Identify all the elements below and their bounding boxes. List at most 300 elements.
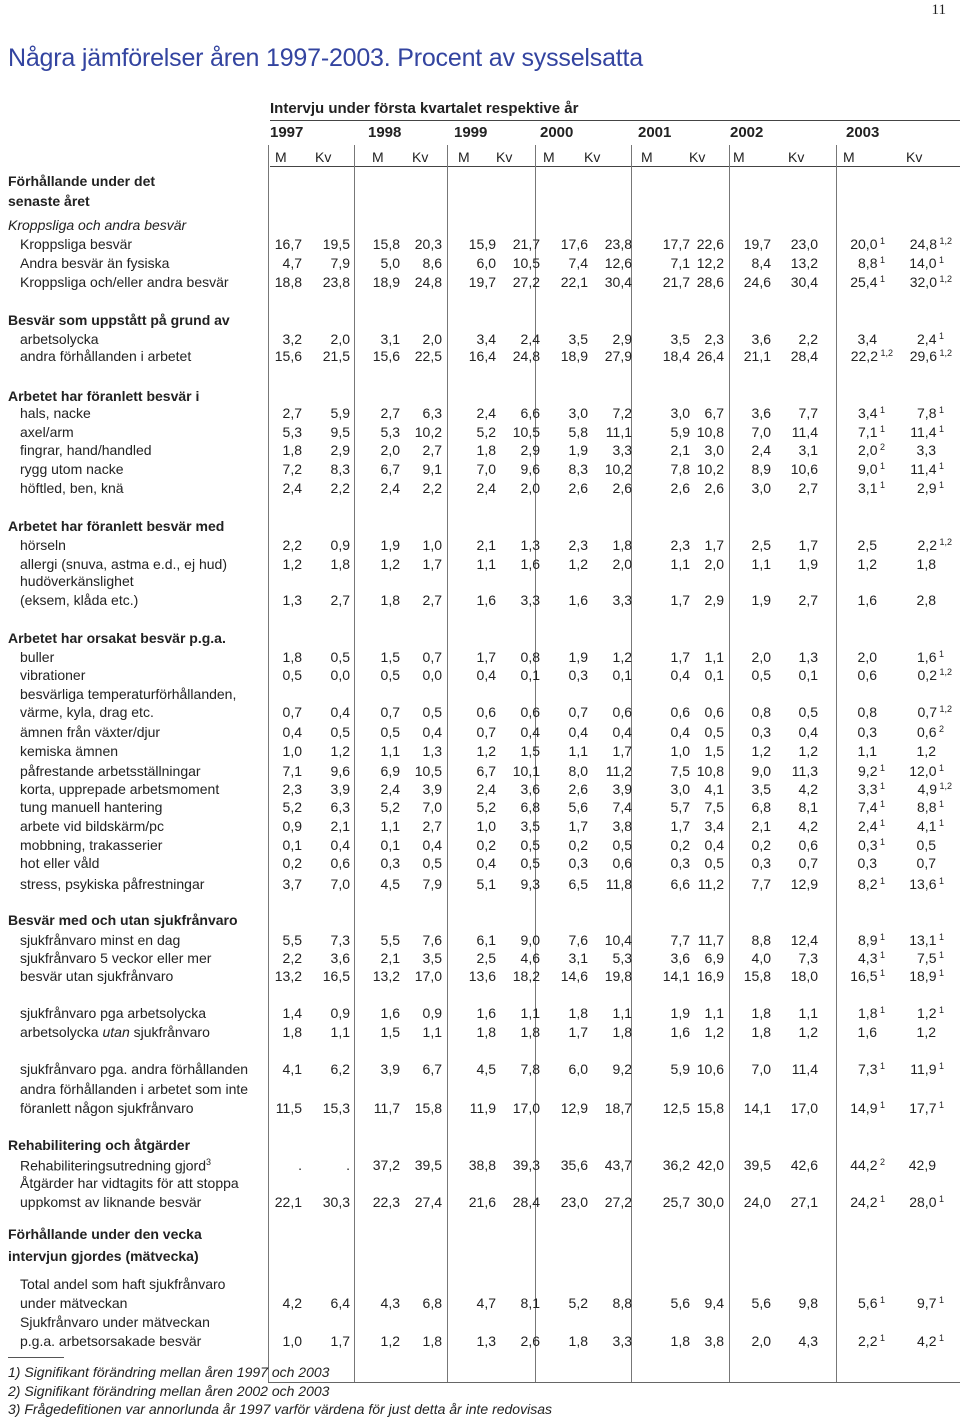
cell: 2,7: [422, 442, 442, 458]
section-heading: [0, 1276, 960, 1294]
cell: 1,3: [476, 1333, 496, 1349]
year-2000: 2000: [540, 124, 574, 141]
cell: 1,9: [670, 1005, 690, 1021]
cell: 17,6: [560, 236, 588, 252]
row-label: under mätveckan: [20, 1295, 128, 1311]
table-row: [0, 704, 960, 722]
cell: 0,6: [612, 704, 632, 720]
cell: 2,7: [422, 592, 442, 608]
section-heading: [0, 388, 960, 406]
year-1998: 1998: [368, 124, 402, 141]
cell: 7,4 $^1$: [858, 799, 885, 815]
cell: 17,7 $^1$: [909, 1100, 944, 1116]
cell: 0,5: [798, 704, 818, 720]
cell: 1,0: [282, 1333, 302, 1349]
row-label: Andra besvär än fysiska: [20, 255, 170, 271]
cell: 5,6: [568, 799, 588, 815]
cell: 6,7: [704, 405, 724, 421]
cell: 1,9: [751, 592, 771, 608]
table-row: [0, 236, 960, 254]
cell: 3,5: [568, 331, 588, 347]
cell: 12,9: [790, 876, 818, 892]
cell: 7,3 $^1$: [858, 1061, 885, 1077]
cell: 3,9: [380, 1061, 400, 1077]
cell: 32,0 $^{1,2}$: [909, 274, 952, 290]
cell: 0,5: [704, 855, 724, 871]
cell: 1,6 $^1$: [917, 649, 944, 665]
cell: 6,0: [568, 1061, 588, 1077]
section-heading: [0, 1248, 960, 1266]
cell: 11,9 $^1$: [910, 1061, 944, 1077]
cell: 20,3: [414, 236, 442, 252]
cell: 1,7: [670, 649, 690, 665]
cell: 0,4: [670, 667, 690, 683]
cell: 1,8: [330, 556, 350, 572]
row-label: vibrationer: [20, 667, 86, 683]
row-label: Arbetet har orsakat besvär p.g.a.: [8, 630, 226, 646]
cell: 9,6: [330, 763, 350, 779]
cell: 0,3: [751, 724, 771, 740]
cell: 7,7: [798, 405, 818, 421]
cell: 2,3: [282, 781, 302, 797]
section-heading: [0, 630, 960, 648]
cell: 0,3: [568, 667, 588, 683]
cell: 24,8: [512, 348, 540, 364]
row-label: värme, kyla, drag etc.: [20, 704, 154, 720]
cell: 9,0 $^1$: [858, 461, 885, 477]
cell: 2,1: [751, 818, 771, 834]
cell: 1,7: [670, 592, 690, 608]
cell: 0,8: [520, 649, 540, 665]
cell: 10,2: [414, 424, 442, 440]
cell: 2,0: [857, 649, 877, 665]
cell: 5,2: [282, 799, 302, 815]
cell: 8,3: [330, 461, 350, 477]
cell: 15,8: [414, 1100, 442, 1116]
cell: 1,5: [520, 743, 540, 759]
cell: 4,9 $^{1,2}$: [917, 781, 952, 797]
cell: 1,2: [916, 743, 936, 759]
cell: 3,0: [704, 442, 724, 458]
cell: 7,7: [670, 932, 690, 948]
cell: 1,2: [916, 1024, 936, 1040]
cell: 11,3: [791, 763, 818, 779]
cell: 0,6: [520, 704, 540, 720]
cell: 0,5: [380, 724, 400, 740]
cell: 2,0: [520, 480, 540, 496]
section-heading: [0, 686, 960, 704]
cell: 7,0: [751, 424, 771, 440]
cell: 1,7: [670, 818, 690, 834]
cell: 7,2: [612, 405, 632, 421]
cell: 3,9: [330, 781, 350, 797]
col-m-1997: M: [275, 149, 287, 165]
cell: 15,3: [322, 1100, 350, 1116]
cell: 26,4: [696, 348, 724, 364]
cell: 0,9: [282, 818, 302, 834]
table-row: [0, 649, 960, 667]
cell: 15,6: [274, 348, 302, 364]
row-label: Arbetet har föranlett besvär i: [8, 388, 200, 404]
cell: 1,7: [330, 1333, 350, 1349]
table-row: [0, 331, 960, 349]
row-label: Rehabilitering och åtgärder: [8, 1137, 191, 1153]
cell: 2,6: [520, 1333, 540, 1349]
cell: 1,6: [857, 1024, 877, 1040]
cell: 1,8: [282, 1024, 302, 1040]
cell: 0,4: [476, 855, 496, 871]
cell: 0,5: [612, 837, 632, 853]
row-label: allergi (snuva, astma e.d., ej hud): [20, 556, 227, 572]
cell: 21,1: [743, 348, 771, 364]
cell: 21,6: [468, 1194, 496, 1210]
cell: 7,1 $^1$: [858, 424, 885, 440]
cell: 0,4: [704, 837, 724, 853]
cell: 11,7: [373, 1100, 400, 1116]
cell: 0,3: [857, 724, 877, 740]
cell: 4,2 $^1$: [917, 1333, 944, 1349]
page-number: 11: [931, 2, 946, 18]
cell: 2,2: [330, 480, 350, 496]
cell: 0,9: [330, 537, 350, 553]
cell: 5,3: [612, 950, 632, 966]
cell: 8,1: [520, 1295, 540, 1311]
cell: 30,4: [790, 274, 818, 290]
cell: 0,7: [916, 855, 936, 871]
cell: 5,5: [282, 932, 302, 948]
cell: 8,8: [751, 932, 771, 948]
cell: 1,8: [568, 1005, 588, 1021]
cell: 18,7: [604, 1100, 632, 1116]
cell: 9,5: [330, 424, 350, 440]
cell: 24,8 $^{1,2}$: [909, 236, 952, 252]
cell: 2,6: [568, 480, 588, 496]
cell: 7,9: [422, 876, 442, 892]
cell: 3,6: [330, 950, 350, 966]
cell: 2,4: [282, 480, 302, 496]
cell: 1,6: [670, 1024, 690, 1040]
cell: 1,9: [380, 537, 400, 553]
cell: 0,6: [798, 837, 818, 853]
row-label: intervjun gjordes (mätvecka): [8, 1248, 199, 1264]
cell: 1,0: [670, 743, 690, 759]
cell: 2,8: [916, 592, 936, 608]
cell: 3,4 $^1$: [858, 405, 885, 421]
cell: 29,6 $^{1,2}$: [909, 348, 952, 364]
cell: 7,1: [282, 763, 302, 779]
cell: 1,0: [422, 537, 442, 553]
cell: 1,3: [282, 592, 302, 608]
cell: 0,7: [568, 704, 588, 720]
cell: 0,8: [857, 704, 877, 720]
cell: 0,5: [520, 837, 540, 853]
cell: 9,3: [520, 876, 540, 892]
cell: 6,2: [330, 1061, 350, 1077]
cell: 18,9: [560, 348, 588, 364]
cell: 5,9: [670, 1061, 690, 1077]
cell: 1,8: [476, 1024, 496, 1040]
row-label: besvärliga temperaturförhållanden,: [20, 686, 237, 702]
cell: 5,2: [476, 799, 496, 815]
cell: 0,3: [670, 855, 690, 871]
cell: 0,1: [612, 667, 632, 683]
cell: 7,8 $^1$: [917, 405, 944, 421]
year-2001: 2001: [638, 124, 672, 141]
cell: 0,2: [476, 837, 496, 853]
row-label: hörseln: [20, 537, 66, 553]
cell: 0,5: [422, 704, 442, 720]
cell: 1,5: [380, 1024, 400, 1040]
cell: 6,8: [751, 799, 771, 815]
cell: 10,2: [604, 461, 632, 477]
table-row: [0, 1005, 960, 1023]
cell: 2,0: [704, 556, 724, 572]
cell: 11,4: [791, 1061, 818, 1077]
row-label: mobbning, trakasserier: [20, 837, 163, 853]
cell: 1,1: [704, 1005, 724, 1021]
cell: 0,1: [798, 667, 818, 683]
cell: 4,2: [798, 781, 818, 797]
cell: 1,8: [282, 442, 302, 458]
table-row: [0, 781, 960, 799]
cell: 6,7: [380, 461, 400, 477]
cell: 0,6: [670, 704, 690, 720]
row-label: korta, upprepade arbetsmoment: [20, 781, 220, 797]
cell: 4,3 $^1$: [858, 950, 885, 966]
cell: 6,9: [704, 950, 724, 966]
cell: 42,0: [696, 1157, 724, 1173]
table-row: [0, 818, 960, 836]
cell: 11,2: [605, 763, 632, 779]
cell: 3,1: [568, 950, 588, 966]
cell: 0,2 $^{1,2}$: [917, 667, 952, 683]
cell: 9,0: [751, 763, 771, 779]
cell: 15,9: [468, 236, 496, 252]
section-heading: [0, 1175, 960, 1193]
cell: 1,8: [612, 537, 632, 553]
cell: 11,8: [605, 876, 632, 892]
cell: 3,9: [612, 781, 632, 797]
row-label: höftled, ben, knä: [20, 480, 124, 496]
cell: 16,7: [274, 236, 302, 252]
cell: 3,1: [380, 331, 400, 347]
cell: 2,3: [704, 331, 724, 347]
cell: 3,3: [612, 592, 632, 608]
table-row: [0, 442, 960, 460]
cell: 27,2: [512, 274, 540, 290]
cell: 37,2: [372, 1157, 400, 1173]
cell: 1,1: [670, 556, 690, 572]
cell: 5,9: [670, 424, 690, 440]
cell: 17,7: [662, 236, 690, 252]
cell: 38,8: [468, 1157, 496, 1173]
cell: 8,9: [751, 461, 771, 477]
cell: 2,2 $^1$: [858, 1333, 885, 1349]
cell: 6,8: [520, 799, 540, 815]
cell: 0,4: [568, 724, 588, 740]
row-label: hudöverkänslighet: [20, 573, 134, 589]
cell: 6,5: [568, 876, 588, 892]
row-label: Arbetet har föranlett besvär med: [8, 518, 225, 534]
cell: 2,2: [282, 537, 302, 553]
cell: 1,2: [330, 743, 350, 759]
row-label: sjukfrånvaro minst en dag: [20, 932, 181, 948]
row-label: p.g.a. arbetsorsakade besvär: [20, 1333, 202, 1349]
col-kv-1997: Kv: [315, 149, 332, 165]
cell: 2,4: [476, 781, 496, 797]
cell: 1,3: [798, 649, 818, 665]
cell: 4,0: [751, 950, 771, 966]
cell: 1,6: [476, 1005, 496, 1021]
cell: 2,4: [380, 480, 400, 496]
cell: 0,4: [330, 837, 350, 853]
cell: 6,1: [476, 932, 496, 948]
cell: 28,4: [790, 348, 818, 364]
cell: 3,6: [751, 331, 771, 347]
cell: 0,4: [612, 724, 632, 740]
cell: 6,6: [520, 405, 540, 421]
header-rule: [270, 120, 960, 121]
cell: 8,4: [751, 255, 771, 271]
cell: 10,5: [414, 763, 442, 779]
row-label: ämnen från växter/djur: [20, 724, 161, 740]
cell: 2,7: [330, 592, 350, 608]
cell: 1,1: [704, 649, 724, 665]
cell: 24,2 $^1$: [850, 1194, 885, 1210]
row-label: Kroppsliga besvär: [20, 236, 133, 252]
table-row: [0, 480, 960, 498]
table-row: [0, 799, 960, 817]
cell: 28,6: [696, 274, 724, 290]
cell: 2,3: [568, 537, 588, 553]
cell: 18,8: [274, 274, 302, 290]
cell: 0,5: [422, 855, 442, 871]
table-row: [0, 1100, 960, 1118]
cell: 21,7: [512, 236, 540, 252]
row-label: sjukfrånvaro pga. andra förhållanden: [20, 1061, 249, 1077]
cell: 1,2: [282, 556, 302, 572]
cell: 22,6: [696, 236, 724, 252]
cell: 1,8: [612, 1024, 632, 1040]
cell: 1,6: [476, 592, 496, 608]
cell: 2,5: [857, 537, 877, 553]
row-label: Besvär med och utan sjukfrånvaro: [8, 912, 238, 928]
row-label: hot eller våld: [20, 855, 100, 871]
footnote-1: 1) Signifikant förändring mellan åren 1997 och 2003: [8, 1364, 330, 1380]
col-kv-2001: Kv: [689, 149, 706, 165]
cell: 0,3 $^1$: [858, 837, 885, 853]
cell: 7,4: [568, 255, 588, 271]
cell: 0,3: [751, 855, 771, 871]
row-label: besvär utan sjukfrånvaro: [20, 968, 174, 984]
cell: 1,1: [476, 556, 496, 572]
cell: 7,0: [751, 1061, 771, 1077]
table-row: [0, 1333, 960, 1351]
cell: 3,8: [612, 818, 632, 834]
cell: 9,6: [520, 461, 540, 477]
cell: 2,2: [282, 950, 302, 966]
cell: 24,8: [414, 274, 442, 290]
cell: 1,0: [282, 743, 302, 759]
section-heading: [0, 1081, 960, 1099]
cell: 2,7: [422, 818, 442, 834]
table-row: [0, 424, 960, 442]
cell: 43,7: [604, 1157, 632, 1173]
cell: 0,5: [282, 667, 302, 683]
cell: 5,1: [476, 876, 496, 892]
col-m-2001: M: [641, 149, 653, 165]
cell: 4,5: [476, 1061, 496, 1077]
col-m-1999: M: [458, 149, 470, 165]
page-title: Några jämförelser åren 1997-2003. Procent av sysselsatta: [8, 44, 643, 72]
cell: 8,9 $^1$: [858, 932, 885, 948]
cell: 0,1: [282, 837, 302, 853]
cell: 3,4: [857, 331, 877, 347]
cell: 19,8: [604, 968, 632, 984]
cell: 0,4: [330, 704, 350, 720]
table-row: [0, 837, 960, 855]
table-row: [0, 405, 960, 423]
cell: 17,0: [512, 1100, 540, 1116]
cell: 12,6: [604, 255, 632, 271]
table-row: [0, 1024, 960, 1042]
cell: 16,5: [322, 968, 350, 984]
cell: 8,2 $^1$: [858, 876, 885, 892]
cell: 22,3: [372, 1194, 400, 1210]
cell: 9,8: [798, 1295, 818, 1311]
cell: 5,2: [380, 799, 400, 815]
cell: 0,6: [704, 704, 724, 720]
row-label: sjukfrånvaro 5 veckor eller mer: [20, 950, 212, 966]
cell: 1,2: [380, 1333, 400, 1349]
cell: 23,0: [790, 236, 818, 252]
cell: 23,8: [322, 274, 350, 290]
cell: 7,8: [520, 1061, 540, 1077]
section-heading: [0, 193, 960, 211]
cell: 1,8: [422, 1333, 442, 1349]
cell: 1,8 $^1$: [858, 1005, 885, 1021]
cell: 6,8: [422, 1295, 442, 1311]
cell: 2,6: [670, 480, 690, 496]
cell: 8,0: [568, 763, 588, 779]
cell: 1,2: [798, 1024, 818, 1040]
section-heading: [0, 312, 960, 330]
section-heading: [0, 1137, 960, 1155]
cell: 13,6: [468, 968, 496, 984]
cell: 9,2 $^1$: [858, 763, 885, 779]
cell: 1,8: [476, 442, 496, 458]
cell: 0,5: [520, 855, 540, 871]
cell: 1,6: [857, 592, 877, 608]
table-row: [0, 855, 960, 873]
cell: 11,2: [697, 876, 724, 892]
cell: 3,4: [476, 331, 496, 347]
cell: 1,0: [476, 818, 496, 834]
cell: 1,4: [282, 1005, 302, 1021]
cell: 0,0: [330, 667, 350, 683]
cell: 25,4 $^1$: [850, 274, 885, 290]
section-heading: [0, 173, 960, 191]
cell: 8,6: [422, 255, 442, 271]
cell: 5,2: [568, 1295, 588, 1311]
cell: 5,6 $^1$: [858, 1295, 885, 1311]
cell: 28,4: [512, 1194, 540, 1210]
cell: 0,5: [916, 837, 936, 853]
row-label: Förhållande under det: [8, 173, 156, 189]
cell: 0,6: [612, 855, 632, 871]
cell: 2,7: [798, 480, 818, 496]
cell: 3,5: [422, 950, 442, 966]
